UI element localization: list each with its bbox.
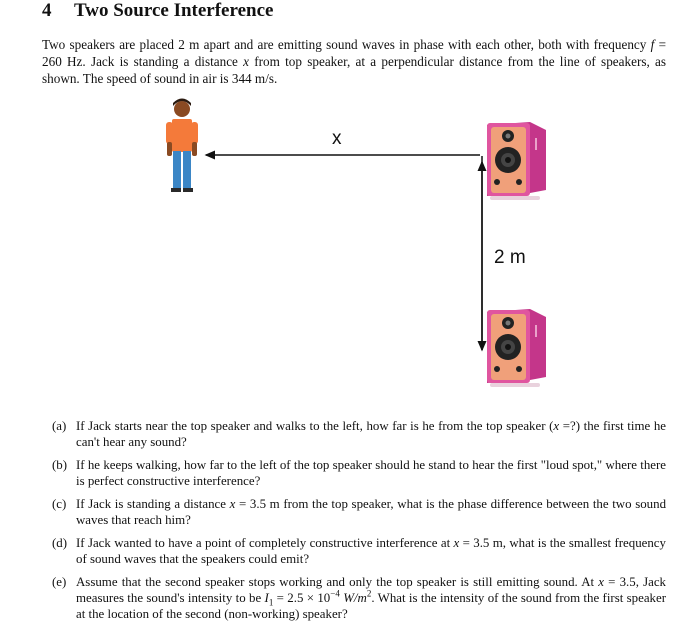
bottom-speaker-knob-left xyxy=(494,366,500,372)
question-a xyxy=(52,418,666,450)
problem-title: Two Source Interference xyxy=(74,0,274,21)
top-speaker xyxy=(487,122,546,200)
bottom-speaker xyxy=(487,309,546,387)
intro-x-variable: x xyxy=(243,54,250,69)
jack-left-arm xyxy=(167,142,172,156)
question-text xyxy=(76,457,666,489)
jack-shirt xyxy=(172,119,192,152)
top-speaker-woofer-center xyxy=(505,157,511,163)
question-letter: (c) xyxy=(52,497,67,511)
bottom-speaker-woofer-center xyxy=(505,344,511,350)
question-letter: (d) xyxy=(52,536,68,550)
question-e-text-1: Assume that the second speaker stops working and only the top speaker is still emitting sound. At xyxy=(76,575,599,589)
question-d xyxy=(52,535,666,567)
bottom-speaker-knob-right xyxy=(516,366,522,372)
top-speaker-base xyxy=(490,196,540,200)
question-e-text-3: = 2.5 × 10 xyxy=(273,591,331,605)
question-b-text: If he keeps walking, how far to the left of the top speaker should he stand to hear the first "loud spot," where there is perfect constructive interference? xyxy=(76,458,666,488)
figure-svg xyxy=(0,90,700,400)
jack-right-leg xyxy=(183,151,191,189)
question-text xyxy=(76,418,666,450)
jack-right-sleeve xyxy=(191,122,198,144)
question-d-text-2: = 3.5 m, what is the smallest frequency of sound waves that the speakers could emit? xyxy=(76,536,666,566)
question-text xyxy=(76,535,666,567)
intro-text-1: Two speakers are placed 2 m apart and are emitting sound waves in phase with each other, both with frequency xyxy=(42,37,651,52)
question-e-intensity-subscript: 1 xyxy=(268,597,274,608)
question-c-text-2: = 3.5 m from the top speaker, what is the phase difference between the two sound waves that reach him? xyxy=(76,497,667,527)
question-e xyxy=(52,574,666,622)
question-e-variable: x xyxy=(598,575,604,589)
speaker-separation-label: 2 m xyxy=(494,247,526,268)
question-d-text-1: If Jack wanted to have a point of completely constructive interference at xyxy=(76,536,454,550)
problem-number: 4 xyxy=(42,0,52,21)
question-e-intensity-variable: I xyxy=(264,591,269,605)
question-e-unit: W/m xyxy=(339,591,367,605)
question-c-text-1: If Jack is standing a distance xyxy=(76,497,230,511)
bottom-speaker-tweeter-center xyxy=(506,321,511,326)
question-letter: (b) xyxy=(52,458,68,472)
question-d-variable: x xyxy=(453,536,460,550)
jack-figure xyxy=(166,99,198,193)
question-e-exponent: −4 xyxy=(330,588,340,599)
top-speaker-knob-left xyxy=(494,179,500,185)
question-a-text-2: =?) the first time he can't hear any sound? xyxy=(76,419,666,449)
jack-left-sleeve xyxy=(166,122,173,144)
question-e-text-4: . What is the intensity of the sound from the first speaker at the location of the second (non-working) speaker? xyxy=(76,591,667,621)
question-letter: (e) xyxy=(52,575,67,589)
intro-text-2: = 260 Hz. Jack is standing a distance xyxy=(42,37,667,69)
question-b xyxy=(52,457,666,489)
question-e-unit-exponent: 2 xyxy=(366,588,372,599)
jack-head xyxy=(174,101,190,117)
top-speaker-knob-right xyxy=(516,179,522,185)
intro-text-3: from top speaker, at a perpendicular distance from the line of speakers, as shown. The speed of sound in air is 344 m/s. xyxy=(42,54,666,86)
question-c xyxy=(52,496,666,528)
problem-intro xyxy=(42,36,666,87)
question-c-variable: x xyxy=(229,497,236,511)
interference-figure xyxy=(0,90,700,400)
question-a-text-1: If Jack starts near the top speaker and walks to the left, how far is he from the top speaker ( xyxy=(76,419,554,433)
question-a-variable: x xyxy=(553,419,560,433)
jack-right-shoe xyxy=(183,188,193,192)
question-text xyxy=(76,574,666,622)
question-letter: (a) xyxy=(52,419,67,433)
bottom-speaker-base xyxy=(490,383,540,387)
question-text xyxy=(76,496,666,528)
jack-left-leg xyxy=(173,151,181,189)
problem-heading xyxy=(42,0,273,22)
x-distance-label: x xyxy=(332,128,342,149)
jack-left-shoe xyxy=(171,188,181,192)
intro-f-variable: f xyxy=(650,37,655,52)
question-list xyxy=(52,418,666,629)
question-e-text-2: = 3.5, Jack measures the sound's intensity to be xyxy=(76,575,667,605)
jack-right-arm xyxy=(192,142,197,156)
top-speaker-tweeter-center xyxy=(506,134,511,139)
